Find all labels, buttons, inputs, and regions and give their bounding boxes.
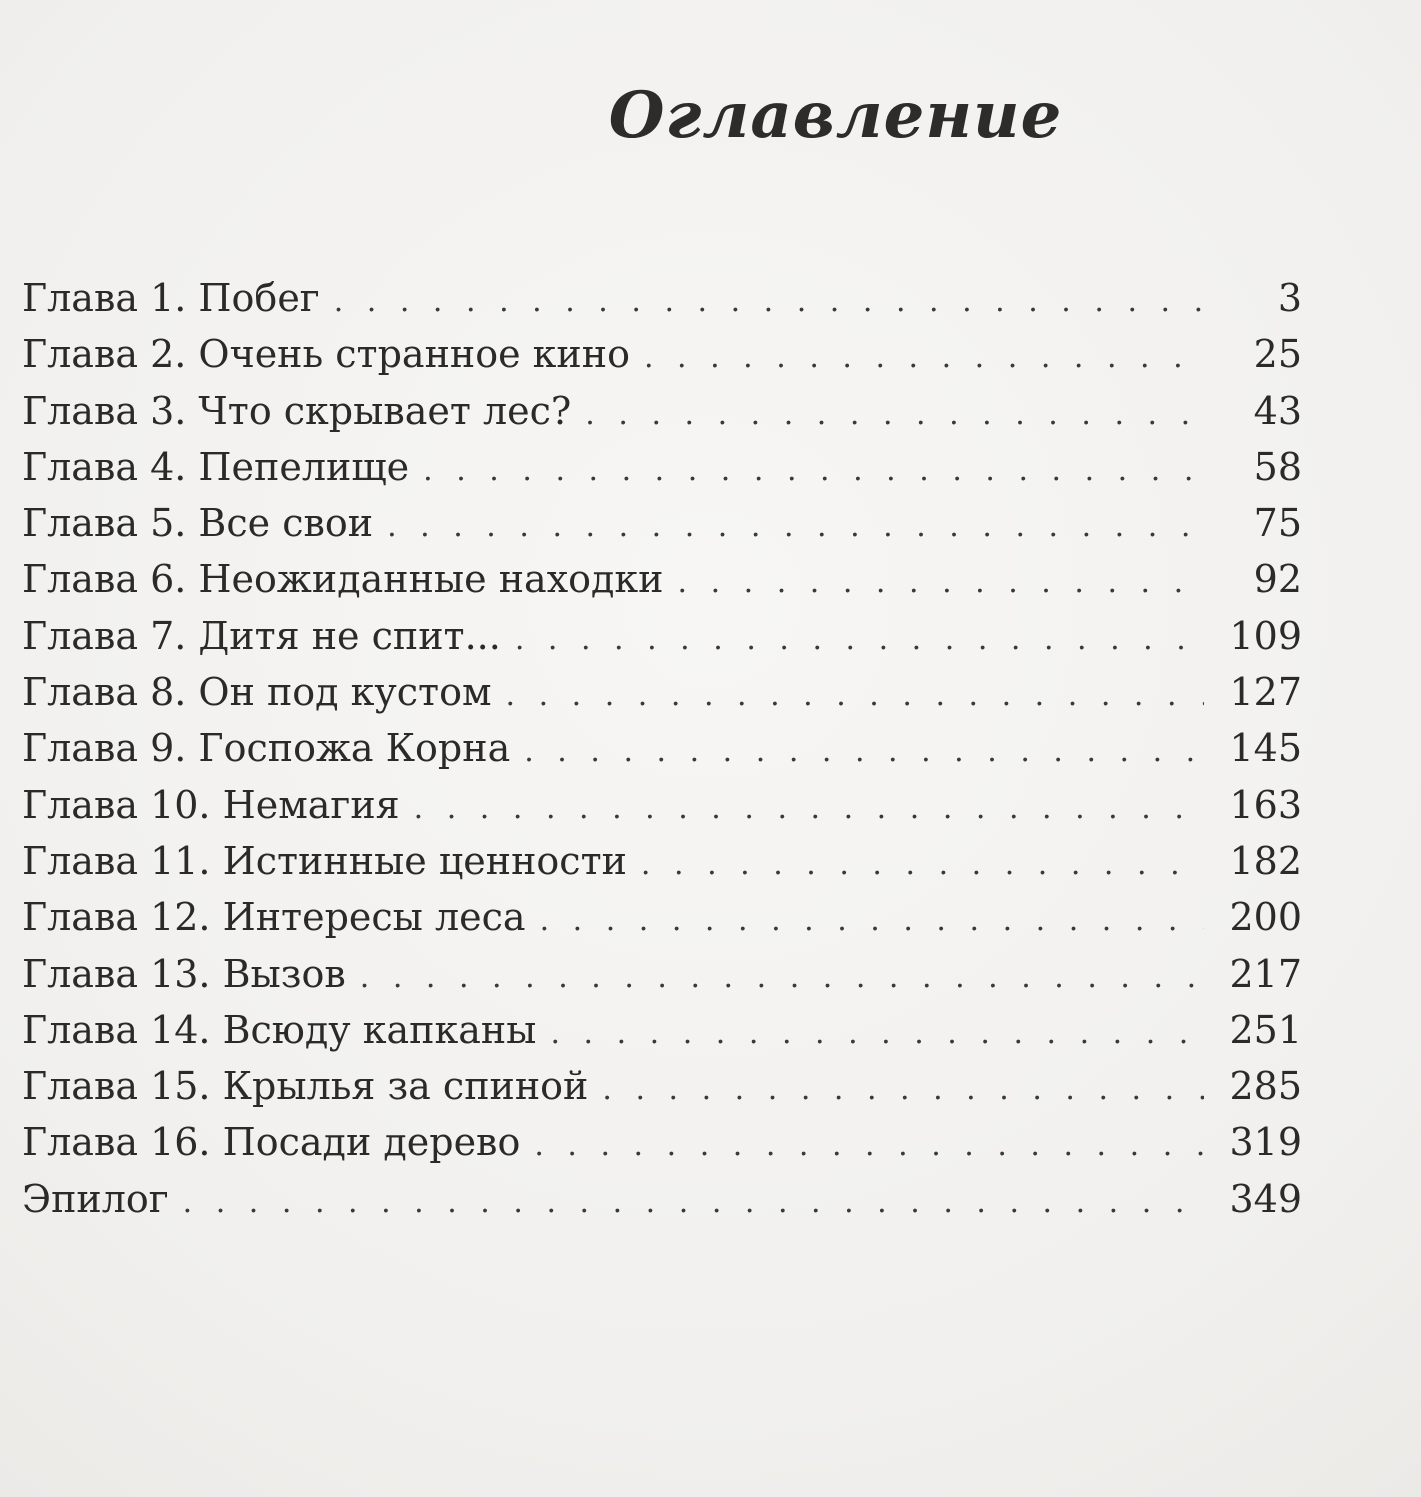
toc-chapter-title: Глава 11. Истинные ценности <box>22 838 627 883</box>
toc-chapter-title: Эпилог <box>22 1176 169 1221</box>
toc-chapter-title: Глава 15. Крылья за спиной <box>22 1064 589 1109</box>
toc-row <box>22 720 1302 776</box>
toc-row <box>22 383 1302 439</box>
toc-row <box>22 326 1302 382</box>
toc-dot-leader <box>524 724 1204 780</box>
toc-row <box>22 1114 1302 1170</box>
toc-chapter-title: Глава 3. Что скрывает лес? <box>22 388 572 433</box>
toc-chapter-title: Глава 4. Пепелище <box>22 444 410 489</box>
toc-page-number: 58 <box>1253 444 1302 489</box>
toc-chapter-title: Глава 10. Немагия <box>22 782 400 827</box>
toc-page-number: 127 <box>1229 670 1302 715</box>
toc-chapter-title: Глава 2. Очень странное кино <box>22 332 630 377</box>
toc-chapter-title: Глава 16. Посади дерево <box>22 1120 521 1165</box>
toc-page-number: 145 <box>1229 726 1302 771</box>
toc-row <box>22 946 1302 1002</box>
toc-page-number: 109 <box>1229 613 1302 658</box>
toc-chapter-title: Глава 12. Интересы леса <box>22 895 526 940</box>
toc-chapter-title: Глава 9. Госпожа Корна <box>22 726 511 771</box>
toc-page-number: 349 <box>1229 1176 1302 1221</box>
toc-page-number: 251 <box>1229 1007 1302 1052</box>
toc-dot-leader <box>678 555 1205 611</box>
toc-row <box>22 664 1302 720</box>
toc-dot-leader <box>515 612 1204 668</box>
toc-page-number: 182 <box>1229 838 1302 883</box>
toc-dot-leader <box>585 387 1204 443</box>
toc-row <box>22 551 1302 607</box>
toc-row <box>22 889 1302 945</box>
toc-row <box>22 439 1302 495</box>
toc-dot-leader <box>506 668 1204 724</box>
toc-dot-leader <box>641 837 1204 893</box>
toc-dot-leader <box>387 499 1204 555</box>
toc-page-number: 285 <box>1229 1064 1302 1109</box>
toc-page-number: 217 <box>1229 951 1302 996</box>
toc-chapter-title: Глава 14. Всюду капканы <box>22 1007 537 1052</box>
toc-chapter-title: Глава 13. Вызов <box>22 951 346 996</box>
toc-row <box>22 777 1302 833</box>
toc-row <box>22 495 1302 551</box>
toc-dot-leader <box>183 1175 1204 1231</box>
toc-chapter-title: Глава 5. Все свои <box>22 501 374 546</box>
toc-page-number: 319 <box>1229 1120 1302 1165</box>
page-title: Оглавление <box>608 77 1063 153</box>
toc-page-number: 3 <box>1277 276 1302 320</box>
toc-chapter-title: Глава 1. Побег <box>22 276 320 320</box>
toc-page-number: 43 <box>1253 388 1302 433</box>
toc-page-number: 92 <box>1253 557 1302 602</box>
toc-row <box>22 833 1302 889</box>
toc-row <box>22 270 1302 326</box>
toc-row <box>22 608 1302 664</box>
toc-chapter-title: Глава 6. Неожиданные находки <box>22 557 664 602</box>
toc-dot-leader <box>644 330 1204 386</box>
toc-page-number: 75 <box>1253 501 1302 546</box>
toc-dot-leader <box>334 274 1204 330</box>
toc-page-number: 200 <box>1229 895 1302 940</box>
toc-chapter-title: Глава 7. Дитя не спит... <box>22 613 501 658</box>
toc-page-number: 25 <box>1253 332 1302 377</box>
toc-dot-leader <box>414 781 1204 837</box>
toc-dot-leader <box>360 950 1204 1006</box>
toc-dot-leader <box>602 1062 1204 1118</box>
toc-row <box>22 1058 1302 1114</box>
toc-row <box>22 1002 1302 1058</box>
toc-page-number: 163 <box>1229 782 1302 827</box>
toc-chapter-title: Глава 8. Он под кустом <box>22 670 492 715</box>
table-of-contents <box>22 270 1302 1227</box>
toc-dot-leader <box>534 1118 1204 1174</box>
toc-dot-leader <box>423 443 1204 499</box>
toc-dot-leader <box>550 1006 1204 1062</box>
toc-row <box>22 1171 1302 1227</box>
toc-dot-leader <box>540 893 1204 949</box>
